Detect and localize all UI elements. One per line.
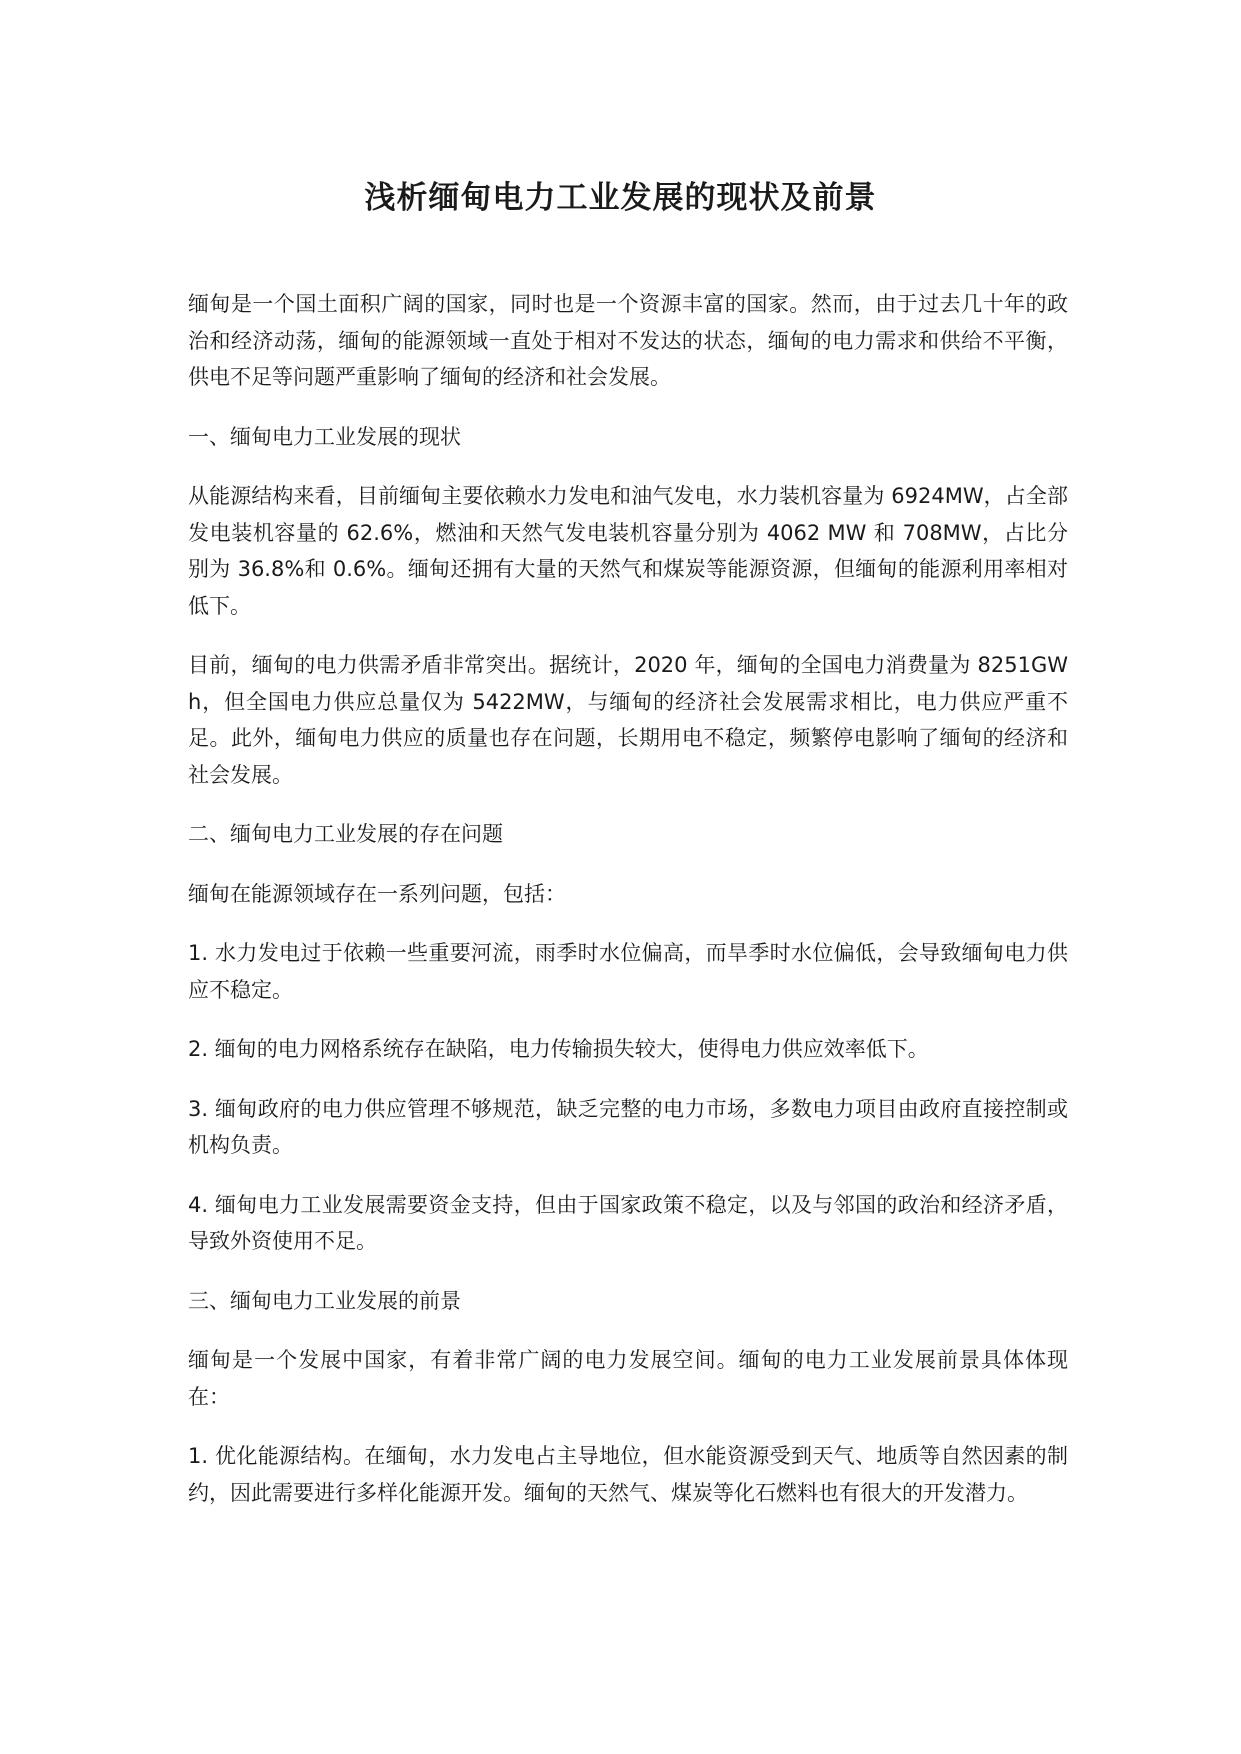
section-heading-2: 二、缅甸电力工业发展的存在问题 [188, 822, 503, 846]
list-item-prospect-1: 1. 优化能源结构。在缅甸，水力发电占主导地位，但水能资源受到天气、地质等自然因素的制约，因此需要进行多样化能源开发。缅甸的天然气、煤炭等化石燃料也有很大的开发潜力。 [188, 1444, 1068, 1505]
list-item-problem-3: 3. 缅甸政府的电力供应管理不够规范，缺乏完整的电力市场，多数电力项目由政府直接控制或机构负责。 [188, 1096, 1068, 1157]
list-item-problem-4: 4. 缅甸电力工业发展需要资金支持，但由于国家政策不稳定，以及与邻国的政治和经济矛盾，导致外资使用不足。 [188, 1192, 1068, 1253]
paragraph-energy-structure: 从能源结构来看，目前缅甸主要依赖水力发电和油气发电，水力装机容量为 6924MW，占全部发电装机容量的 62.6%，燃油和天然气发电装机容量分别为 4062 MW 和 708MW，占比分别为 36.8%和 0.6%。缅甸还拥有大量的天然气和煤炭等能源资源，但缅甸的能源利用率相对低下。 [188, 484, 1068, 618]
list-item-problem-2: 2. 缅甸的电力网格系统存在缺陷，电力传输损失较大，使得电力供应效率低下。 [188, 1037, 929, 1061]
paragraph-supply-demand: 目前，缅甸的电力供需矛盾非常突出。据统计，2020 年，缅甸的全国电力消费量为 8251GWh，但全国电力供应总量仅为 5422MW，与缅甸的经济社会发展需求相比，电力供应严重不足。此外，缅甸电力供应的质量也存在问题，长期用电不稳定，频繁停电影响了缅甸的经济和社会发展。 [188, 653, 1068, 787]
paragraph-intro: 缅甸是一个国土面积广阔的国家，同时也是一个资源丰富的国家。然而，由于过去几十年的政治和经济动荡，缅甸的能源领域一直处于相对不发达的状态，缅甸的电力需求和供给不平衡，供电不足等问题严重影响了缅甸的经济和社会发展。 [188, 292, 1068, 389]
section-heading-3: 三、缅甸电力工业发展的前景 [188, 1288, 461, 1313]
document-body [188, 286, 1068, 1534]
section-heading-1: 一、缅甸电力工业发展的现状 [188, 424, 461, 449]
list-item-problem-1: 1. 水力发电过于依赖一些重要河流，雨季时水位偏高，而旱季时水位偏低，会导致缅甸电力供应不稳定。 [188, 941, 1068, 1002]
paragraph-problems-intro: 缅甸在能源领域存在一系列问题，包括： [188, 881, 566, 906]
paragraph-prospects-intro: 缅甸是一个发展中国家，有着非常广阔的电力发展空间。缅甸的电力工业发展前景具体体现在： [188, 1348, 1068, 1409]
document-title: 浅析缅甸电力工业发展的现状及前景 [364, 180, 877, 216]
